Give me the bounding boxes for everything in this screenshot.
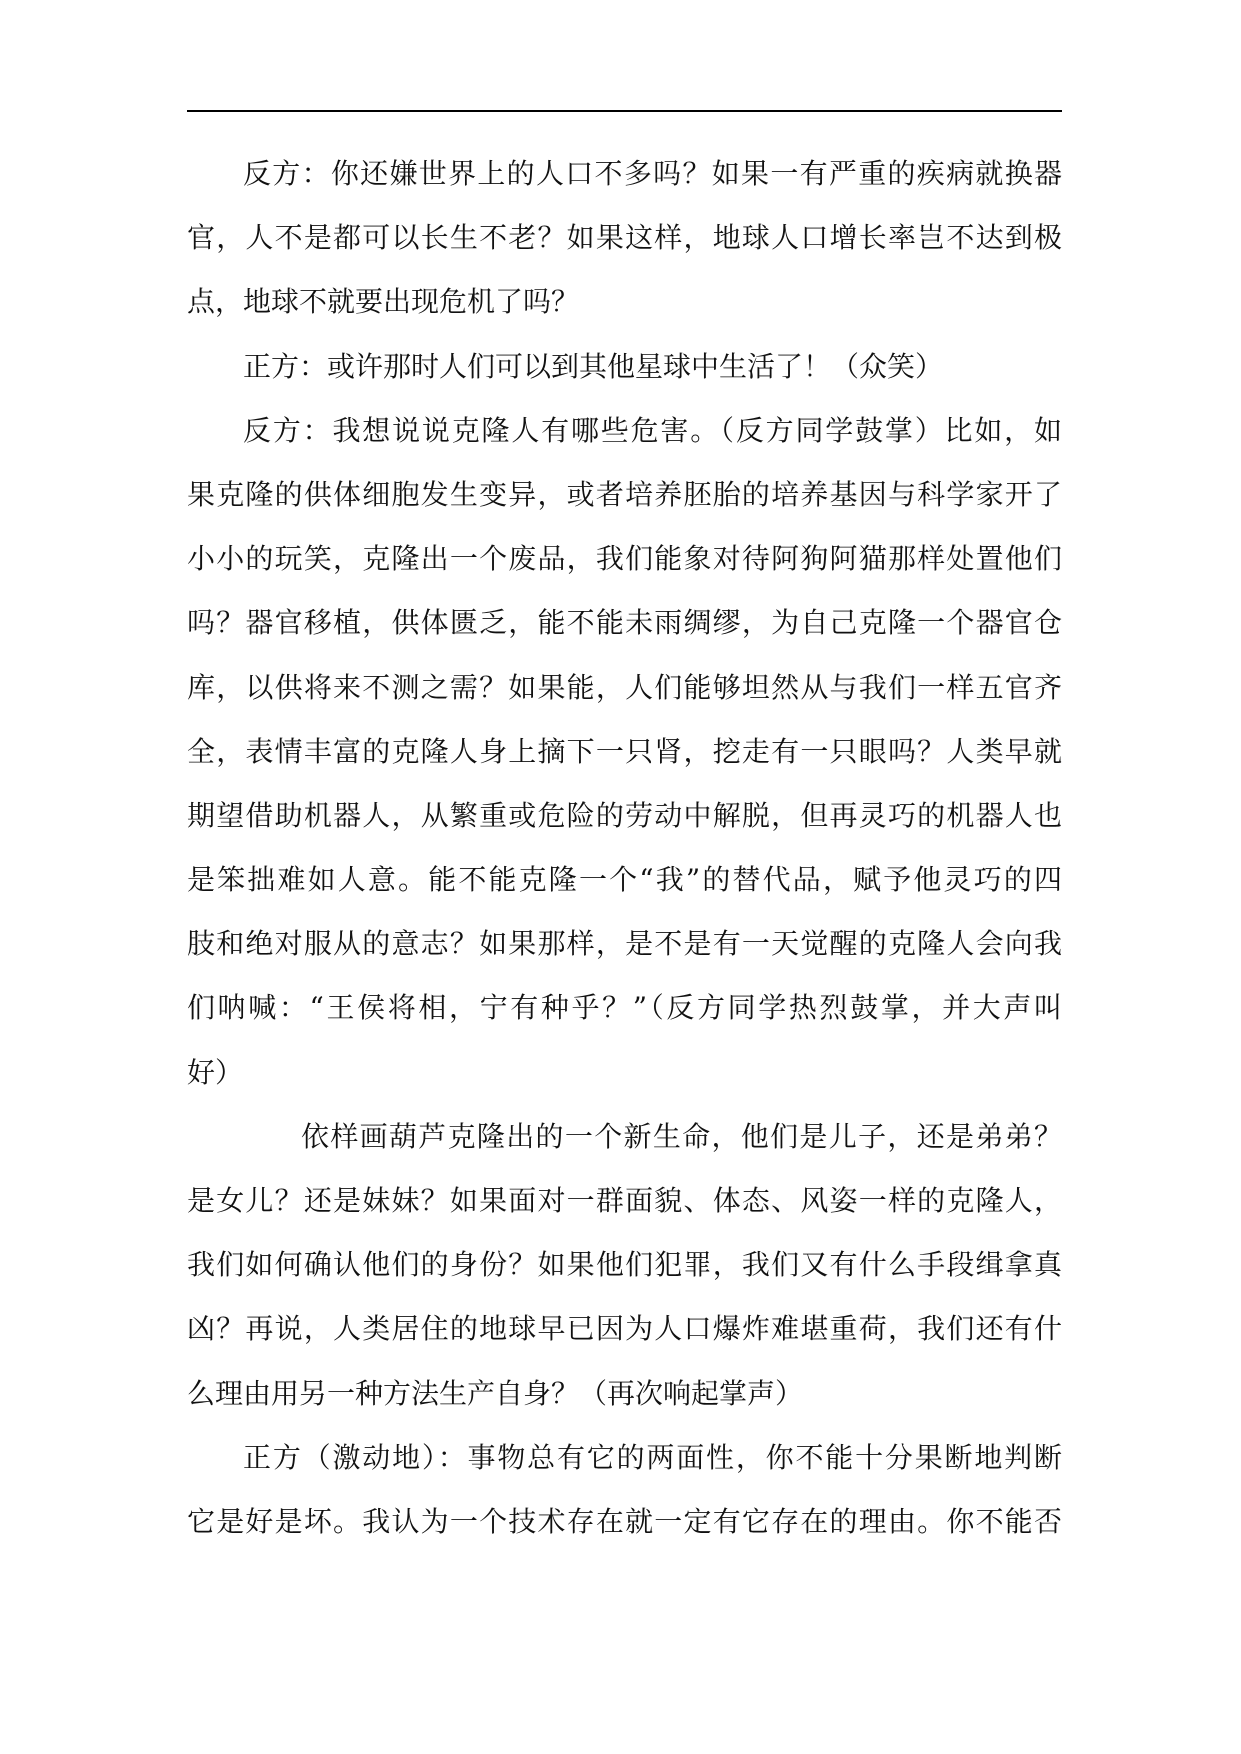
text-line: 期望借助机器人，从繁重或危险的劳动中解脱，但再灵巧的机器人也 (187, 798, 1062, 832)
text-line: 依样画葫芦克隆出的一个新生命，他们是儿子，还是弟弟？ (301, 1119, 1062, 1153)
text-line: 我们如何确认他们的身份？如果他们犯罪，我们又有什么手段缉拿真 (187, 1248, 1062, 1282)
paragraph-clone-identity (187, 1119, 1062, 1410)
paragraph-pro-two-sides (187, 1440, 1062, 1538)
text-line: 好） (187, 1055, 244, 1089)
paragraph-pro-other-planets (187, 349, 1062, 383)
paragraph-con-population (187, 157, 1062, 319)
text-line: 全，表情丰富的克隆人身上摘下一只肾，挖走有一只眼吗？人类早就 (187, 734, 1062, 768)
text-line: 么理由用另一种方法生产自身？（再次响起掌声） (187, 1376, 804, 1410)
header-rule (187, 110, 1062, 112)
text-line: 凶？再说，人类居住的地球早已因为人口爆炸难堪重荷，我们还有什 (187, 1312, 1062, 1346)
text-line: 点，地球不就要出现危机了吗？ (187, 285, 580, 319)
document-body (187, 157, 1062, 1572)
text-line: 们呐喊：“王侯将相，宁有种乎？”（反方同学热烈鼓掌，并大声叫 (187, 991, 1062, 1025)
text-line: 果克隆的供体细胞发生变异，或者培养胚胎的培养基因与科学家开了 (187, 477, 1062, 511)
text-line: 反方：我想说说克隆人有哪些危害。（反方同学鼓掌）比如，如 (243, 413, 1062, 447)
text-line: 是笨拙难如人意。能不能克隆一个“我”的替代品，赋予他灵巧的四 (187, 863, 1062, 897)
text-line: 官，人不是都可以长生不老？如果这样，地球人口增长率岂不达到极 (187, 221, 1062, 255)
paragraph-con-clone-harms (187, 413, 1062, 1089)
text-line: 反方：你还嫌世界上的人口不多吗？如果一有严重的疾病就换器 (243, 157, 1062, 190)
text-line: 是女儿？还是妹妹？如果面对一群面貌、体态、风姿一样的克隆人， (187, 1184, 1062, 1217)
text-line: 小小的玩笑，克隆出一个废品，我们能象对待阿狗阿猫那样处置他们 (187, 542, 1062, 576)
text-line: 库，以供将来不测之需？如果能，人们能够坦然从与我们一样五官齐 (187, 670, 1062, 704)
text-line: 正方（激动地）：事物总有它的两面性，你不能十分果断地判断 (243, 1440, 1062, 1474)
text-line: 正方：或许那时人们可以到其他星球中生活了！（众笑） (243, 349, 944, 383)
text-line: 吗？器官移植，供体匮乏，能不能未雨绸缪，为自己克隆一个器官仓 (187, 606, 1062, 640)
text-line: 它是好是坏。我认为一个技术存在就一定有它存在的理由。你不能否 (187, 1504, 1062, 1538)
text-line: 肢和绝对服从的意志？如果那样，是不是有一天觉醒的克隆人会向我 (187, 927, 1062, 961)
